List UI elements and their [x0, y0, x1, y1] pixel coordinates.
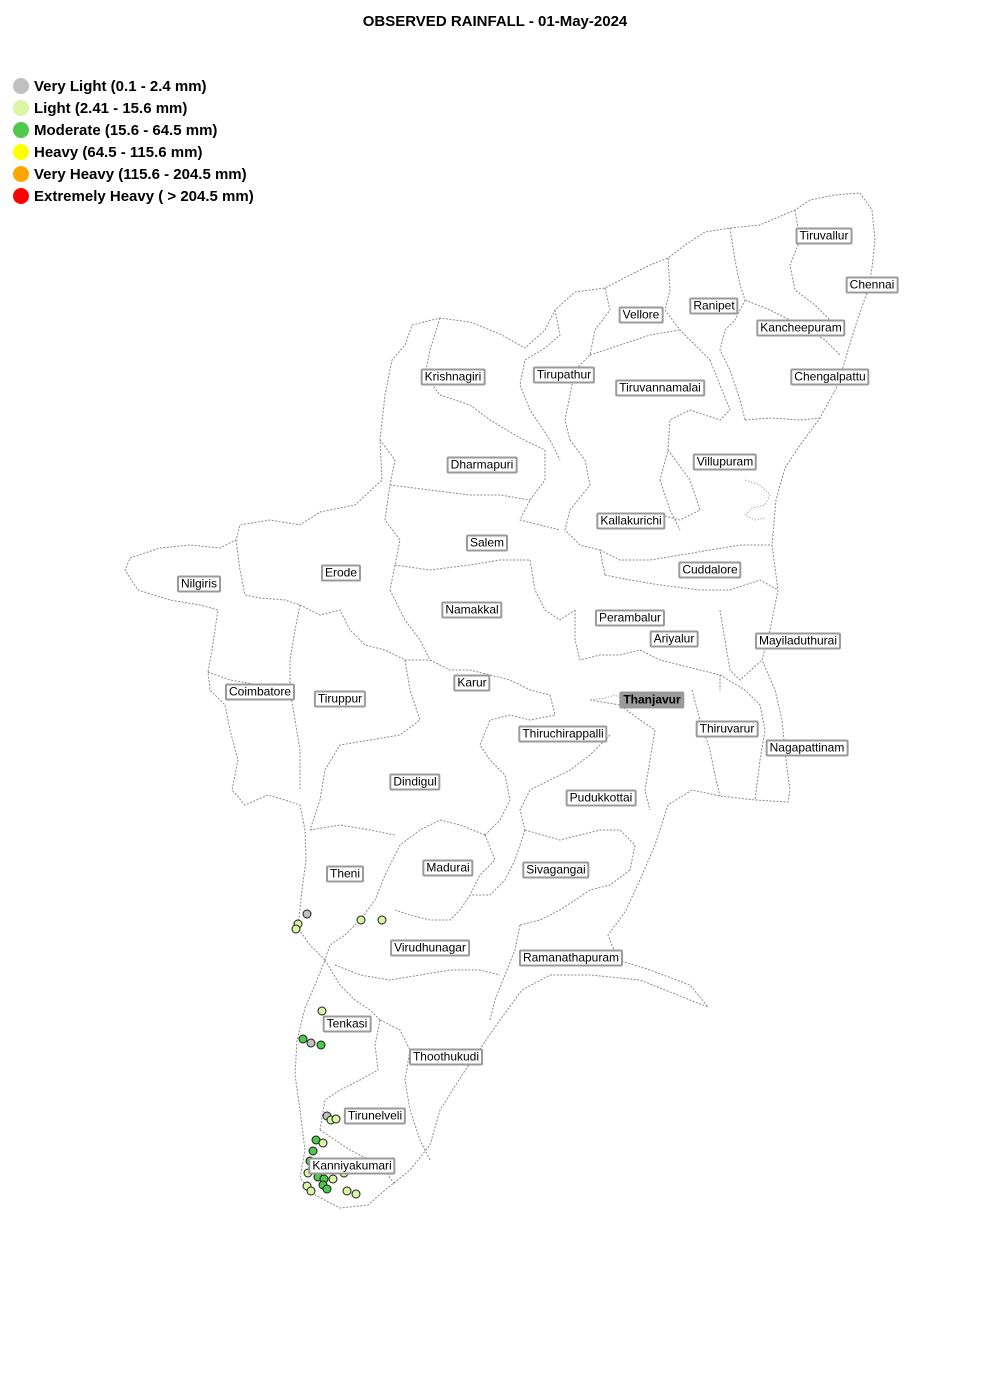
district-label-kancheepuram: Kancheepuram [756, 320, 845, 337]
district-label-dharmapuri: Dharmapuri [447, 457, 518, 474]
district-label-chengalpattu: Chengalpattu [790, 369, 869, 386]
station-marker-light [332, 1115, 340, 1123]
district-label-sivagangai: Sivagangai [522, 862, 589, 879]
map-title: OBSERVED RAINFALL - 01-May-2024 [362, 13, 628, 30]
station-marker-light [329, 1175, 337, 1183]
district-label-kanniyakumari: Kanniyakumari [308, 1158, 395, 1175]
district-label-thoothukudi: Thoothukudi [409, 1049, 483, 1066]
district-label-ramanathapuram: Ramanathapuram [519, 950, 623, 967]
district-label-ariyalur: Ariyalur [650, 631, 699, 648]
district-label-madurai: Madurai [422, 860, 473, 877]
district-label-nagapattinam: Nagapattinam [766, 740, 849, 757]
station-marker-light [357, 916, 365, 924]
district-label-coimbatore: Coimbatore [225, 684, 295, 701]
district-label-theni: Theni [326, 866, 364, 883]
station-marker-light [352, 1190, 360, 1198]
legend-label: Moderate (15.6 - 64.5 mm) [34, 121, 218, 139]
district-label-salem: Salem [466, 535, 508, 552]
district-label-thiruchirappalli: Thiruchirappalli [518, 726, 607, 743]
district-label-karur: Karur [453, 675, 490, 692]
legend-label: Heavy (64.5 - 115.6 mm) [34, 143, 203, 161]
district-label-villupuram: Villupuram [693, 454, 757, 471]
district-label-erode: Erode [321, 565, 361, 582]
district-label-nilgiris: Nilgiris [177, 576, 221, 593]
legend-label: Very Heavy (115.6 - 204.5 mm) [34, 165, 247, 183]
district-label-chennai: Chennai [846, 277, 899, 294]
district-label-thanjavur: Thanjavur [619, 692, 684, 709]
district-label-ranipet: Ranipet [689, 298, 738, 315]
legend-label: Light (2.41 - 15.6 mm) [34, 99, 188, 117]
district-label-mayiladuthurai: Mayiladuthurai [755, 633, 841, 650]
district-label-namakkal: Namakkal [441, 602, 502, 619]
station-marker-light [319, 1139, 327, 1147]
station-marker-light [378, 916, 386, 924]
district-label-pudukkottai: Pudukkottai [566, 790, 637, 807]
station-marker-light [343, 1187, 351, 1195]
district-label-kallakurichi: Kallakurichi [596, 513, 665, 530]
station-marker-very-light [307, 1039, 315, 1047]
district-label-vellore: Vellore [619, 307, 664, 324]
district-label-cuddalore: Cuddalore [678, 562, 741, 579]
district-label-tenkasi: Tenkasi [323, 1016, 372, 1033]
station-marker-light [307, 1187, 315, 1195]
district-label-perambalur: Perambalur [595, 610, 665, 627]
legend-label: Extremely Heavy ( > 204.5 mm) [34, 187, 254, 205]
state-outline [125, 193, 875, 1208]
station-marker-very-light [303, 910, 311, 918]
district-label-tirupathur: Tirupathur [533, 367, 595, 384]
district-label-virudhunagar: Virudhunagar [390, 940, 470, 957]
district-label-krishnagiri: Krishnagiri [421, 369, 486, 386]
station-marker-light [292, 925, 300, 933]
station-marker-moderate [323, 1185, 331, 1193]
station-marker-moderate [299, 1035, 307, 1043]
district-label-tiruvannamalai: Tiruvannamalai [615, 380, 705, 397]
legend-label: Very Light (0.1 - 2.4 mm) [34, 77, 207, 95]
district-label-dindigul: Dindigul [389, 774, 440, 791]
station-marker-moderate [317, 1041, 325, 1049]
station-marker-moderate [309, 1147, 317, 1155]
district-label-tiruvallur: Tiruvallur [796, 228, 853, 245]
station-marker-light [318, 1007, 326, 1015]
district-label-thiruvarur: Thiruvarur [696, 721, 759, 738]
district-label-tirunelveli: Tirunelveli [344, 1108, 406, 1125]
district-label-tiruppur: Tiruppur [314, 691, 366, 708]
